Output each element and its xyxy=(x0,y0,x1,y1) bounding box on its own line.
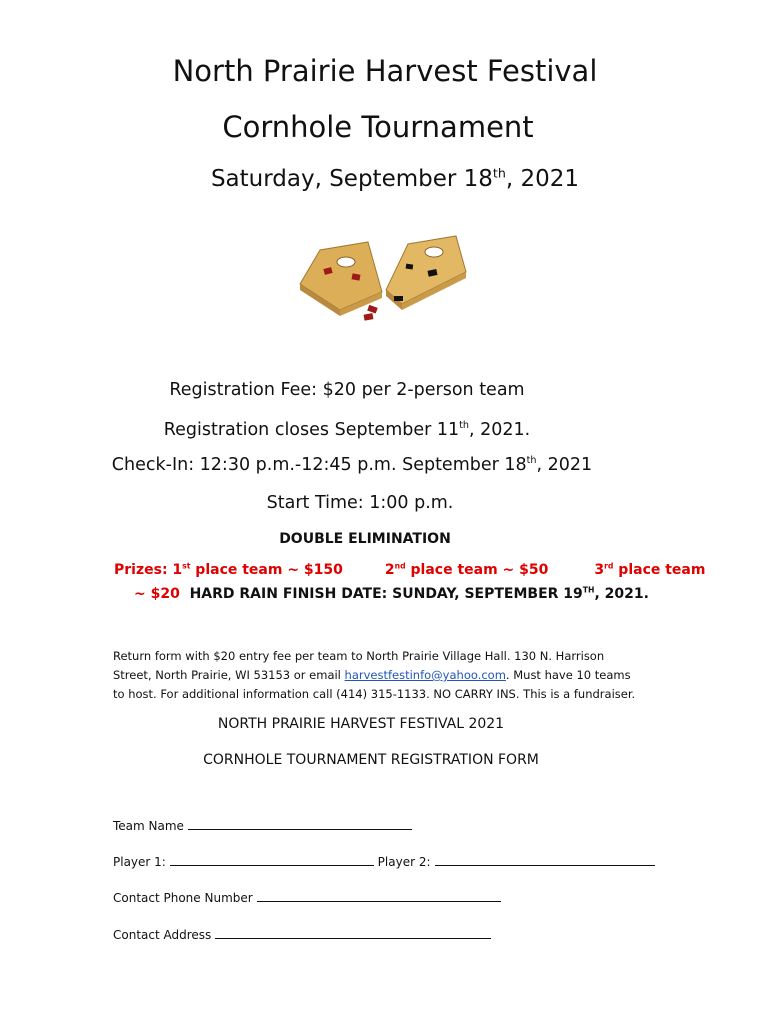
address-row: Contact Address xyxy=(113,926,491,942)
form-heading: NORTH PRAIRIE HARVEST FESTIVAL 2021 xyxy=(217,716,505,732)
tournament-format: DOUBLE ELIMINATION xyxy=(279,531,451,547)
title-line-2: Cornhole Tournament xyxy=(222,110,534,144)
phone-field[interactable] xyxy=(257,889,501,902)
player-2-field[interactable] xyxy=(435,853,655,866)
team-name-row: Team Name xyxy=(113,817,412,833)
title-line-1: North Prairie Harvest Festival xyxy=(172,54,598,88)
address-field[interactable] xyxy=(215,926,491,939)
form-subheading: CORNHOLE TOURNAMENT REGISTRATION FORM xyxy=(203,752,539,768)
cornhole-boards-icon xyxy=(290,232,480,332)
rain-date: HARD RAIN FINISH DATE: SUNDAY, SEPTEMBER 19TH, 2021. xyxy=(189,585,649,602)
email-link[interactable]: harvestfestinfo@yahoo.com xyxy=(344,668,506,682)
players-row: Player 1: Player 2: xyxy=(113,853,655,869)
start-time: Start Time: 1:00 p.m. xyxy=(266,493,454,513)
prizes-line-2: ~ $20 HARD RAIN FINISH DATE: SUNDAY, SEPTEMBER 19TH, 2021. xyxy=(134,585,649,602)
phone-row: Contact Phone Number xyxy=(113,889,501,905)
team-name-field[interactable] xyxy=(188,817,412,830)
prizes-line: Prizes: 1st place team ~ $150 2nd place team ~ $50 3rd place team xyxy=(114,561,706,578)
check-in: Check-In: 12:30 p.m.-12:45 p.m. September 18th, 2021 xyxy=(111,455,593,475)
registration-fee: Registration Fee: $20 per 2-person team xyxy=(169,380,525,400)
event-date: Saturday, September 18th, 2021 xyxy=(210,165,580,192)
player-1-field[interactable] xyxy=(170,853,374,866)
registration-closes: Registration closes September 11th, 2021. xyxy=(163,420,531,440)
return-instructions: Return form with $20 entry fee per team to North Prairie Village Hall. 130 N. Harrison Street, North Prairie, WI 53153 or email harvestfestinfo@yahoo.com. Must have 10 teams to host. For additional information call (414) 315-1133. NO CARRY INS. This is a fundraiser. xyxy=(113,649,636,701)
